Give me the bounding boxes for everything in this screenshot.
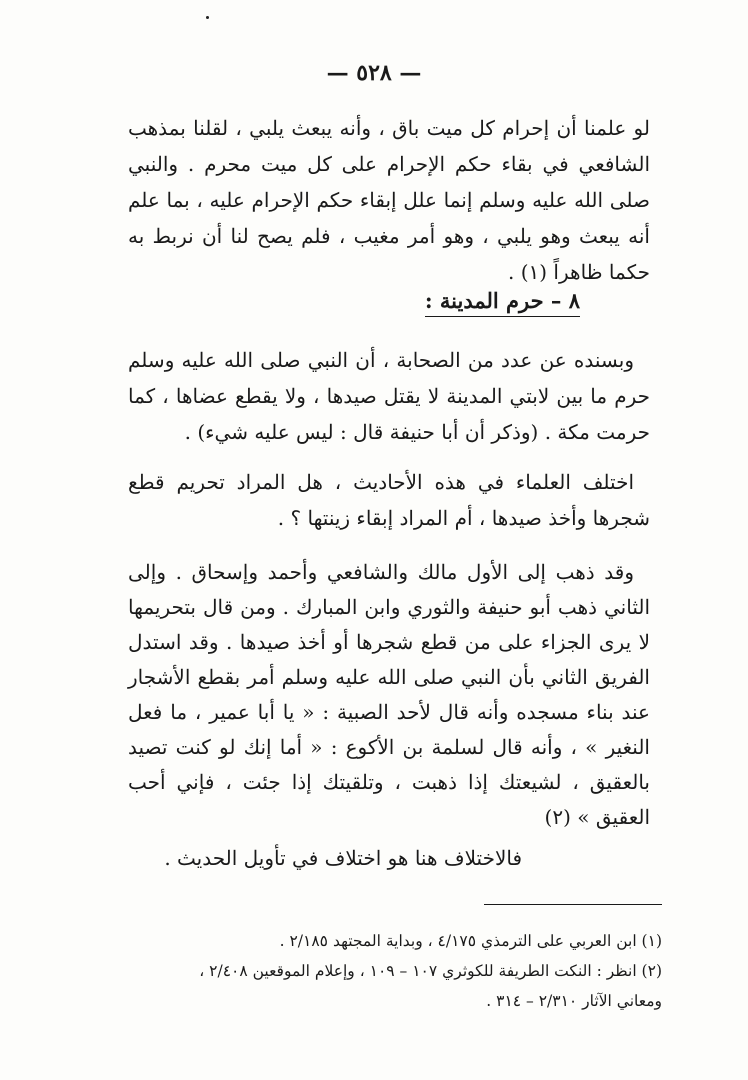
footnote-1: (١) ابن العربي على الترمذي ٤/١٧٥ ، وبداية المجتهد ٢/١٨٥ . bbox=[279, 932, 662, 950]
paragraph-2: وبسنده عن عدد من الصحابة ، أن النبي صلى الله عليه وسلم حرم ما بين لابتي المدينة لا يقتل صيدها ، ولا يقطع عضاها ، كما حرمت مكة . (وذكر أن أبا حنيفة قال : ليس عليه شيء) . bbox=[128, 348, 650, 444]
section-heading: ٨ – حرم المدينة : bbox=[425, 288, 580, 317]
paragraph-1: لو علمنا أن إحرام كل ميت باق ، وأنه يبعث يلبي ، لقلنا بمذهب الشافعي في بقاء حكم الإحرام على كل ميت محرم . والنبي صلى الله عليه وسلم إنما علل إبقاء حكم الإحرام عليه ، بما علم أنه يبعث وهو يلبي ، وهو أمر مغيب ، فلم يصح لنا أن نربط به حكما ظاهراً (١) . bbox=[128, 116, 650, 284]
paragraph-3: اختلف العلماء في هذه الأحاديث ، هل المراد تحريم قطع شجرها وأخذ صيدها ، أم المراد إبقاء زينتها ؟ . bbox=[128, 470, 650, 530]
footnotes bbox=[128, 926, 664, 1016]
page-number: — ٥٢٨ — bbox=[326, 60, 422, 86]
footnote-2-line-1: (٢) انظر : النكت الطريفة للكوثري ١٠٧ – ١٠٩ ، وإعلام الموقعين ٢/٤٠٨ ، bbox=[199, 962, 662, 980]
paragraph-4: وقد ذهب إلى الأول مالك والشافعي وأحمد وإسحاق . وإلى الثاني ذهب أبو حنيفة والثوري وابن المبارك . ومن قال بتحريمها لا يرى الجزاء على من قطع شجرها أو أخذ صيدها . وقد استدل الفريق الثاني بأن النبي صلى الله عليه وسلم أمر بقطع الأشجار عند بناء مسجده وأنه قال لأحد الصبية : « يا أبا عمير ، ما فعل النغير » ، وأنه قال لسلمة بن الأكوع : « أما إنك لو كنت تصيد بالعقيق ، لشيعتك إذا ذهبت ، وتلقيتك إذا جئت ، فإني أحب العقيق » (٢) bbox=[128, 560, 651, 829]
ink-speck bbox=[206, 16, 209, 19]
footnote-divider bbox=[484, 904, 662, 905]
footnote-2-line-2: ومعاني الآثار ٢/٣١٠ – ٣١٤ . bbox=[486, 992, 662, 1010]
paragraph-5: فالاختلاف هنا هو اختلاف في تأويل الحديث . bbox=[164, 846, 522, 870]
